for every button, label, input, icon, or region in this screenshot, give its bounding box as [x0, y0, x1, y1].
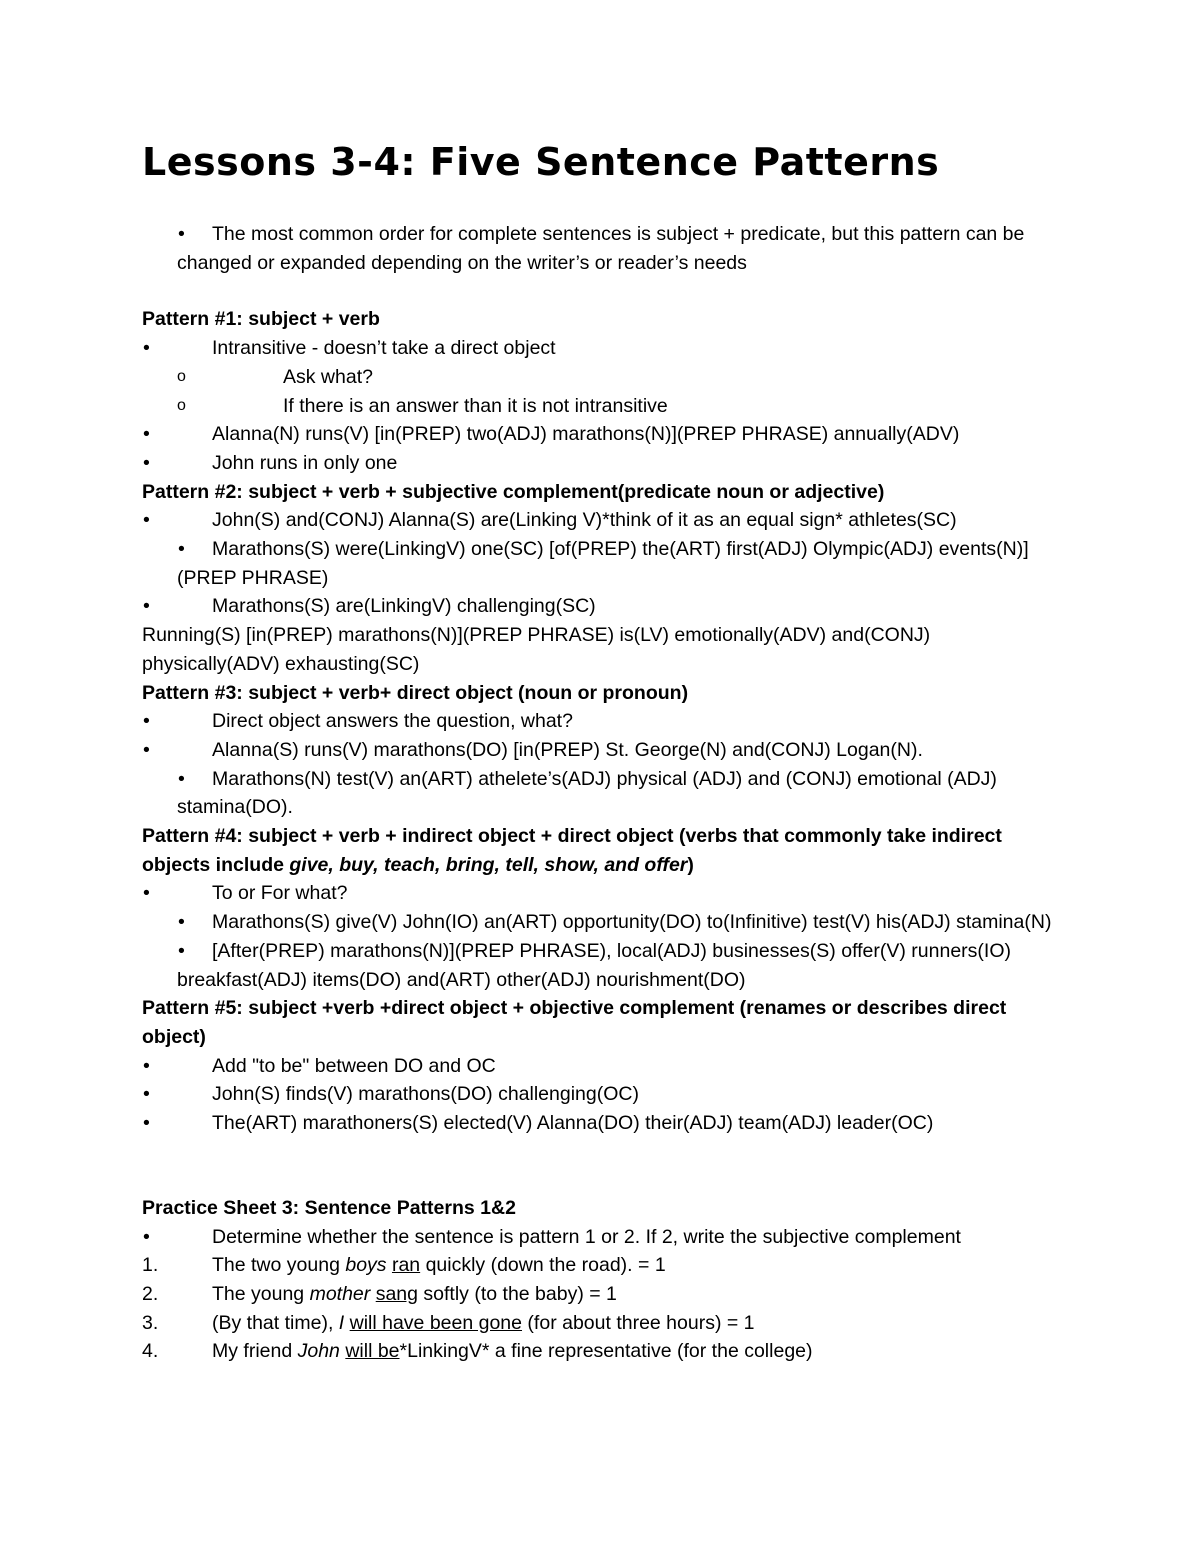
pattern-3-heading: Pattern #3: subject + verb+ direct object (noun or pronoun): [142, 681, 689, 704]
sub-list-item: o Ask what?: [142, 363, 1062, 392]
pattern-1-heading: Pattern #1: subject + verb: [142, 308, 380, 331]
pattern-4-heading-start: Pattern #4: subject + verb + indirect object + direct object (verbs that commonly take indirect objects include: [142, 825, 1002, 876]
list-item: • To or For what?: [142, 879, 1062, 908]
list-item: • Alanna(N) runs(V) [in(PREP) two(ADJ) marathons(N)](PREP PHRASE) annually(ADV): [142, 420, 1062, 449]
verb-word: sang: [375, 1282, 418, 1305]
pattern-2-heading: Pattern #2: subject + verb + subjective complement(predicate noun or adjective): [142, 480, 885, 503]
sub-list-item: o If there is an answer than it is not intransitive: [142, 392, 1062, 421]
list-item: • Alanna(S) runs(V) marathons(DO) [in(PREP) St. George(N) and(CONJ) Logan(N).: [142, 736, 1062, 765]
list-item: • The(ART) marathoners(S) elected(V) Alanna(DO) their(ADJ) team(ADJ) leader(OC): [142, 1109, 1062, 1138]
practice-item: 2. The young mother sang softly (to the baby) = 1: [142, 1280, 1062, 1309]
intro-bullet: • The most common order for complete sentences is subject + predicate, but this pattern can be changed or expanded depending on the writer’s or reader’s needs: [142, 220, 1062, 277]
subject-word: I: [338, 1311, 345, 1334]
pattern-4-heading-end: ): [687, 853, 694, 876]
list-item: • Marathons(S) are(LinkingV) challenging(SC): [142, 592, 1062, 621]
list-item: • Marathons(S) were(LinkingV) one(SC) [of(PREP) the(ART) first(ADJ) Olympic(ADJ) events(N)](PREP PHRASE): [142, 535, 1062, 592]
pattern-5-heading: Pattern #5: subject +verb +direct object + objective complement (renames or describes direct object): [142, 997, 1007, 1048]
verb-word: will be: [345, 1340, 400, 1363]
example-paragraph: Running(S) [in(PREP) marathons(N)](PREP PHRASE) is(LV) emotionally(ADV) and(CONJ) physically(ADV) exhausting(SC): [142, 624, 931, 675]
list-item: • John(S) and(CONJ) Alanna(S) are(Linking V)*think of it as an equal sign* athletes(SC): [142, 506, 1062, 535]
practice-instruction: • Determine whether the sentence is pattern 1 or 2. If 2, write the subjective complement: [142, 1223, 1062, 1252]
subject-word: John: [297, 1340, 340, 1363]
document-body: [142, 220, 1062, 1366]
practice-item: 1. The two young boys ran quickly (down the road). = 1: [142, 1251, 1062, 1280]
pattern-4-heading: [142, 822, 1062, 879]
list-item: • [After(PREP) marathons(N)](PREP PHRASE), local(ADJ) businesses(S) offer(V) runners(IO) breakfast(ADJ) items(DO) and(ART) other(ADJ) nourishment(DO): [142, 937, 1062, 994]
practice-item: 4. My friend John will be*LinkingV* a fine representative (for the college): [142, 1337, 1062, 1366]
subject-word: mother: [309, 1282, 371, 1305]
list-item: • Add "to be" between DO and OC: [142, 1052, 1062, 1081]
practice-item: 3. (By that time), I will have been gone (for about three hours) = 1: [142, 1309, 1062, 1338]
verb-word: ran: [391, 1254, 421, 1277]
page-title: Lessons 3-4: Five Sentence Patterns: [142, 140, 940, 184]
list-item: • Intransitive - doesn’t take a direct object: [142, 334, 1062, 363]
item-number: 3.: [142, 1311, 159, 1334]
item-number: 2.: [142, 1282, 159, 1305]
item-number: 1.: [142, 1254, 159, 1277]
verb-word: will have been gone: [349, 1311, 523, 1334]
pattern-4-verbs: give, buy, teach, bring, tell, show, and offer: [289, 853, 688, 876]
list-item: • John(S) finds(V) marathons(DO) challenging(OC): [142, 1080, 1062, 1109]
list-item: • Direct object answers the question, what?: [142, 707, 1062, 736]
list-item: • John runs in only one: [142, 449, 1062, 478]
subject-word: boys: [345, 1254, 387, 1277]
list-item: • Marathons(S) give(V) John(IO) an(ART) opportunity(DO) to(Infinitive) test(V) his(ADJ) stamina(N): [142, 908, 1062, 937]
practice-heading: Practice Sheet 3: Sentence Patterns 1&2: [142, 1196, 516, 1219]
list-item: • Marathons(N) test(V) an(ART) athelete’s(ADJ) physical (ADJ) and (CONJ) emotional (ADJ) stamina(DO).: [142, 765, 1062, 822]
item-number: 4.: [142, 1340, 159, 1363]
